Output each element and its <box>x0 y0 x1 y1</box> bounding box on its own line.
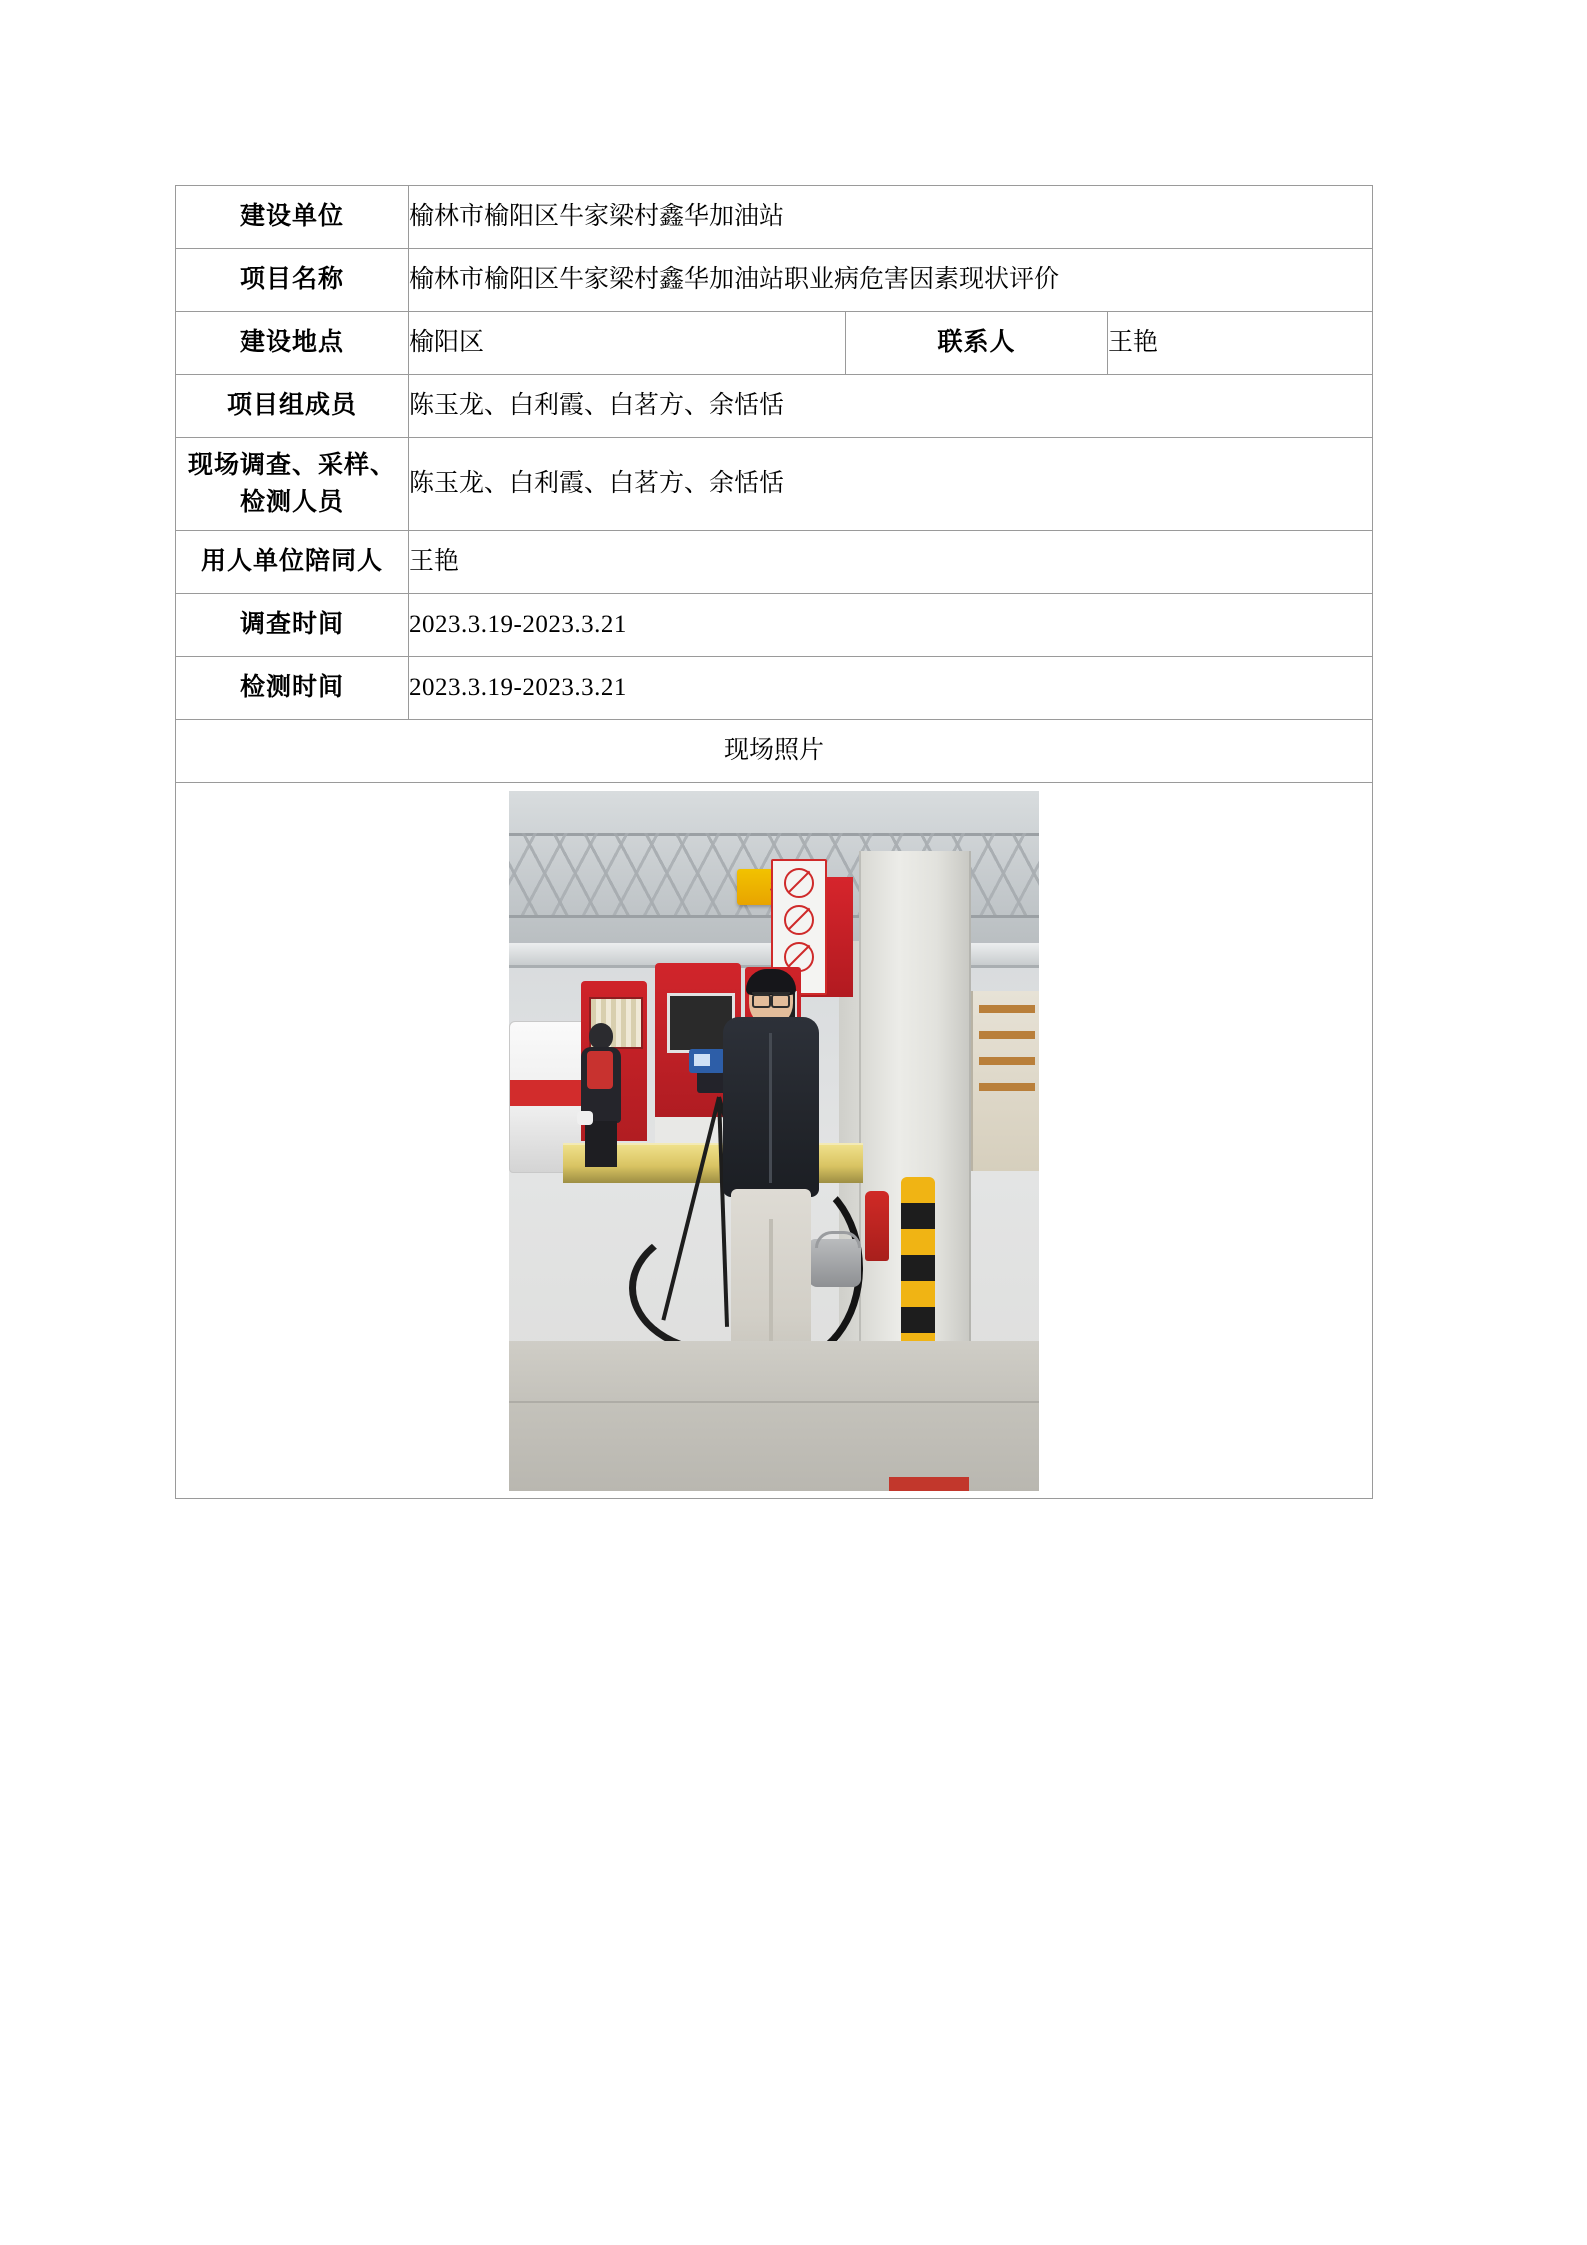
table-row <box>176 438 1373 531</box>
photo-cell <box>176 783 1373 1499</box>
row-value-team-members: 陈玉龙、白利霞、白茗方、余恬恬 <box>409 375 1373 438</box>
row-value-site: 榆阳区 <box>409 312 846 375</box>
project-info-table <box>175 185 1373 1499</box>
row-value-survey-date: 2023.3.19-2023.3.21 <box>409 594 1373 657</box>
photo-store-window <box>971 991 1039 1171</box>
row-label-project-name: 项目名称 <box>176 249 409 312</box>
table-row <box>176 186 1373 249</box>
photo-red-curb <box>889 1477 969 1491</box>
photo-fire-extinguisher <box>865 1191 889 1261</box>
row-label-survey-date: 调查时间 <box>176 594 409 657</box>
row-label-line2: 检测人员 <box>239 489 344 516</box>
table-row <box>176 657 1373 720</box>
table-row <box>176 531 1373 594</box>
table-row <box>176 783 1373 1499</box>
photo-ground-line <box>509 1401 1039 1403</box>
row-label-survey-sampling-staff <box>176 438 409 531</box>
row-label-construction-unit: 建设单位 <box>176 186 409 249</box>
row-value-escort: 王艳 <box>409 531 1373 594</box>
table-row <box>176 720 1373 783</box>
row-value-construction-unit: 榆林市榆阳区牛家梁村鑫华加油站 <box>409 186 1373 249</box>
site-photo <box>509 791 1039 1491</box>
row-value-survey-sampling-staff: 陈玉龙、白利霞、白茗方、余恬恬 <box>409 438 1373 531</box>
row-label-escort: 用人单位陪同人 <box>176 531 409 594</box>
photo-worker-left <box>579 1023 623 1163</box>
row-value-contact: 王艳 <box>1108 312 1373 375</box>
photo-section-title: 现场照片 <box>176 720 1373 783</box>
row-label-contact: 联系人 <box>846 312 1108 375</box>
table-row <box>176 375 1373 438</box>
row-value-test-date: 2023.3.19-2023.3.21 <box>409 657 1373 720</box>
row-value-project-name: 榆林市榆阳区牛家梁村鑫华加油站职业病危害因素现状评价 <box>409 249 1373 312</box>
row-label-site: 建设地点 <box>176 312 409 375</box>
table-row <box>176 312 1373 375</box>
row-label-line1: 现场调查、采样、 <box>187 451 396 479</box>
table-row <box>176 249 1373 312</box>
row-label-test-date: 检测时间 <box>176 657 409 720</box>
row-label-team-members: 项目组成员 <box>176 375 409 438</box>
table-row <box>176 594 1373 657</box>
photo-ground <box>509 1341 1039 1491</box>
